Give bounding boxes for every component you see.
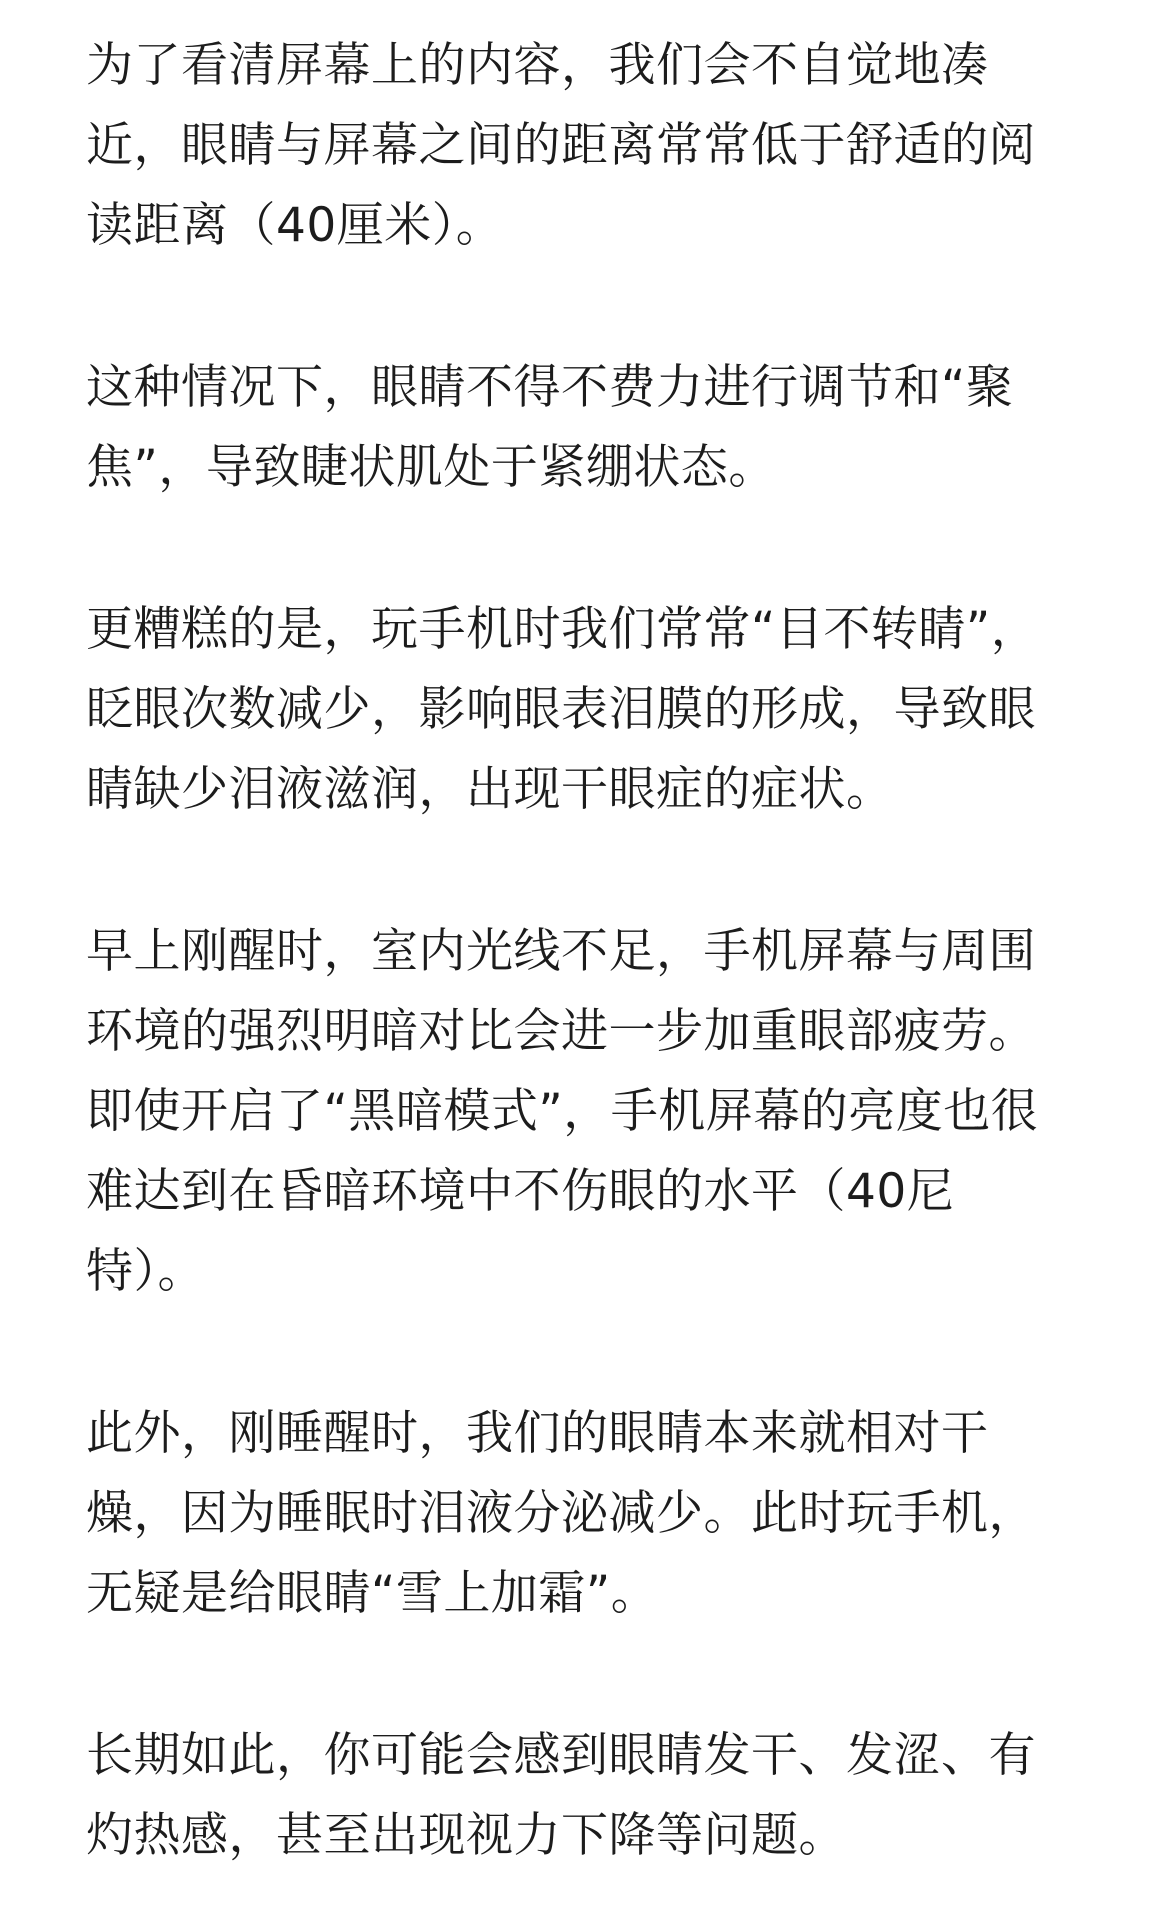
paragraph-long-term-effects: 长期如此，你可能会感到眼睛发干、发涩、有 灼热感，甚至出现视力下降等问题。 bbox=[86, 1728, 1036, 1863]
paragraph-after-waking: 此外，刚睡醒时，我们的眼睛本来就相对干 燥，因为睡眠时泪液分泌减少。此时玩手机， 无疑是给眼睛“雪上加霜”。 bbox=[86, 1406, 1036, 1621]
paragraph-screen-distance: 为了看清屏幕上的内容，我们会不自觉地凑 近，眼睛与屏幕之间的距离常常低于舒适的阅 读距离（40厘米）。 bbox=[86, 38, 1036, 253]
paragraph-morning-light-contrast: 早上刚醒时，室内光线不足，手机屏幕与周围 环境的强烈明暗对比会进一步加重眼部疲劳。 即使开启了“黑暗模式”，手机屏幕的亮度也很 难达到在昏暗环境中不伤眼的水平（40尼 特）。 bbox=[86, 924, 1039, 1299]
paragraph-eye-focusing: 这种情况下，眼睛不得不费力进行调节和“聚 焦”，导致睫状肌处于紧绷状态。 bbox=[86, 360, 1014, 495]
paragraph-blinking-dry-eye: 更糟糕的是，玩手机时我们常常“目不转睛”， 眨眼次数减少，影响眼表泪膜的形成，导致眼 睛缺少泪液滋润，出现干眼症的症状。 bbox=[86, 602, 1039, 817]
